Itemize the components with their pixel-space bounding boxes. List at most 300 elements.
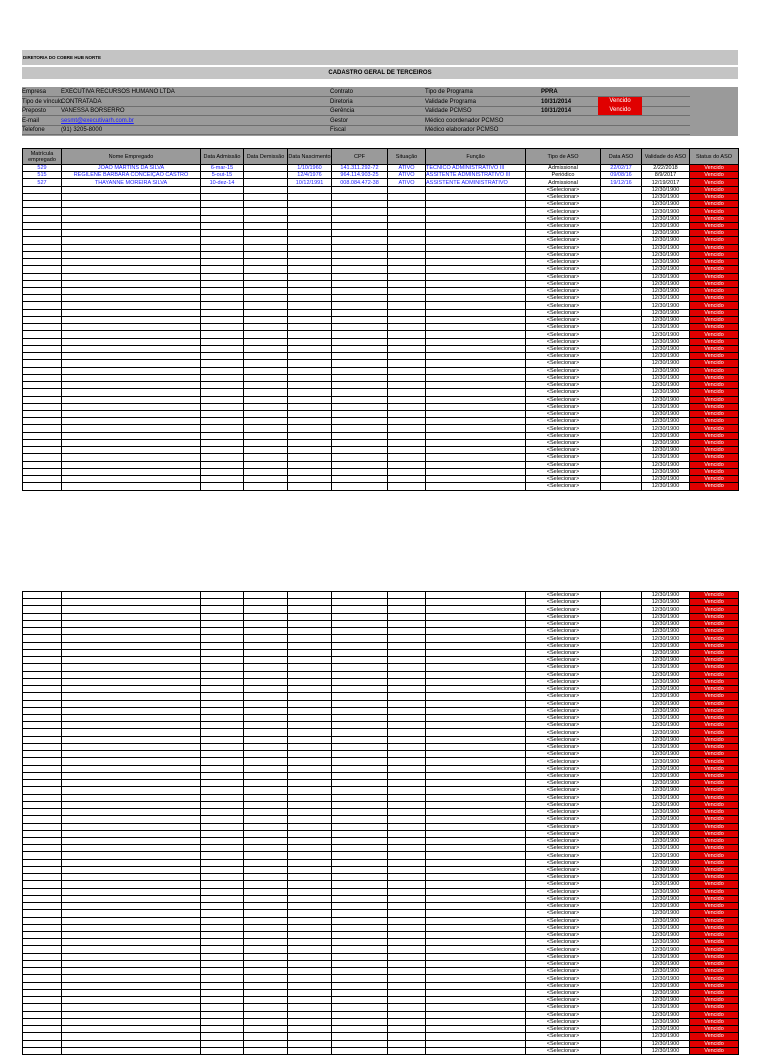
table-row xyxy=(23,454,739,461)
table-cell xyxy=(288,439,332,446)
table-cell: TECNICO ADMINISTRATIVO III xyxy=(426,165,526,172)
table-cell xyxy=(201,801,244,808)
table-cell xyxy=(288,932,332,939)
aso-type-select[interactable]: <Selecionar> xyxy=(526,780,601,787)
status-badge: Vencido xyxy=(690,316,739,323)
table-cell xyxy=(332,953,388,960)
table-cell xyxy=(288,968,332,975)
table-cell xyxy=(288,686,332,693)
aso-type-select[interactable]: <Selecionar> xyxy=(526,186,601,193)
aso-type-select[interactable]: <Selecionar> xyxy=(526,295,601,302)
email-link[interactable]: sesmt@executivarh.com.br xyxy=(61,117,134,124)
table-cell xyxy=(23,237,62,244)
table-cell xyxy=(601,888,642,895)
table-cell xyxy=(601,722,642,729)
table-cell xyxy=(601,736,642,743)
aso-type-select[interactable]: <Selecionar> xyxy=(526,476,601,483)
aso-type-select[interactable]: <Selecionar> xyxy=(526,309,601,316)
aso-type-select[interactable]: <Selecionar> xyxy=(526,620,601,627)
table-cell xyxy=(601,953,642,960)
aso-type-select[interactable]: <Selecionar> xyxy=(526,208,601,215)
aso-type-select[interactable]: <Selecionar> xyxy=(526,251,601,258)
aso-type-select[interactable]: <Selecionar> xyxy=(526,483,601,490)
table-cell xyxy=(62,331,201,338)
table-cell xyxy=(332,186,388,193)
aso-type-select[interactable]: <Selecionar> xyxy=(526,1047,601,1054)
table-cell xyxy=(201,251,244,258)
aso-type-select[interactable]: <Selecionar> xyxy=(526,367,601,374)
table-cell xyxy=(601,946,642,953)
table-row xyxy=(23,953,739,960)
aso-type-select[interactable]: <Selecionar> xyxy=(526,866,601,873)
aso-type-select[interactable]: <Selecionar> xyxy=(526,403,601,410)
aso-type-select[interactable]: <Selecionar> xyxy=(526,1018,601,1025)
aso-type-select[interactable]: <Selecionar> xyxy=(526,599,601,606)
status-badge: Vencido xyxy=(690,678,739,685)
aso-type-select[interactable]: <Selecionar> xyxy=(526,982,601,989)
status-badge: Vencido xyxy=(690,859,739,866)
table-cell xyxy=(201,960,244,967)
aso-type-select[interactable]: <Selecionar> xyxy=(526,1033,601,1040)
table-row xyxy=(23,910,739,917)
aso-type-select[interactable]: <Selecionar> xyxy=(526,910,601,917)
aso-type-select[interactable]: <Selecionar> xyxy=(526,461,601,468)
table-cell xyxy=(426,765,526,772)
aso-type-select[interactable]: <Selecionar> xyxy=(526,714,601,721)
table-cell xyxy=(332,917,388,924)
aso-type-select[interactable]: <Selecionar> xyxy=(526,396,601,403)
table-cell xyxy=(62,758,201,765)
table-cell xyxy=(201,382,244,389)
aso-type-select[interactable]: <Selecionar> xyxy=(526,382,601,389)
table-cell xyxy=(244,743,288,750)
table-cell xyxy=(62,881,201,888)
table-cell xyxy=(23,201,62,208)
table-cell xyxy=(388,186,426,193)
aso-type-select[interactable]: <Selecionar> xyxy=(526,259,601,266)
table-cell xyxy=(426,932,526,939)
aso-type-select[interactable]: <Selecionar> xyxy=(526,678,601,685)
table-cell xyxy=(288,866,332,873)
table-cell: 12/30/1900 xyxy=(642,700,690,707)
table-cell xyxy=(332,461,388,468)
aso-type-select[interactable]: <Selecionar> xyxy=(526,613,601,620)
status-badge: Vencido xyxy=(690,454,739,461)
aso-type-select[interactable]: <Selecionar> xyxy=(526,809,601,816)
table-cell xyxy=(62,693,201,700)
table-cell: ATIVO xyxy=(388,165,426,172)
table-cell xyxy=(426,1011,526,1018)
table-row xyxy=(23,599,739,606)
table-cell xyxy=(23,266,62,273)
info-label-2: Contrato xyxy=(330,89,354,95)
status-badge: Vencido xyxy=(690,468,739,475)
table-cell xyxy=(62,982,201,989)
table-cell xyxy=(244,780,288,787)
aso-type-select[interactable]: <Selecionar> xyxy=(526,686,601,693)
table-cell xyxy=(23,989,62,996)
table-cell xyxy=(426,953,526,960)
aso-type-select[interactable]: <Selecionar> xyxy=(526,628,601,635)
aso-type-select[interactable]: <Selecionar> xyxy=(526,237,601,244)
table-cell xyxy=(426,222,526,229)
status-badge: Vencido xyxy=(690,389,739,396)
table-cell xyxy=(426,837,526,844)
table-cell xyxy=(426,642,526,649)
table-row xyxy=(23,975,739,982)
aso-type-select[interactable]: <Selecionar> xyxy=(526,606,601,613)
aso-type-select[interactable]: <Selecionar> xyxy=(526,266,601,273)
table-cell xyxy=(388,244,426,251)
status-badge: Vencido xyxy=(690,382,739,389)
aso-type-select[interactable]: <Selecionar> xyxy=(526,816,601,823)
table-cell xyxy=(201,186,244,193)
table-cell xyxy=(332,360,388,367)
aso-type-select[interactable]: <Selecionar> xyxy=(526,664,601,671)
aso-type-select[interactable]: <Selecionar> xyxy=(526,1004,601,1011)
table-cell xyxy=(201,743,244,750)
table-cell xyxy=(62,787,201,794)
table-cell xyxy=(244,331,288,338)
aso-type-select[interactable]: <Selecionar> xyxy=(526,338,601,345)
table-cell xyxy=(244,664,288,671)
table-cell xyxy=(62,975,201,982)
status-badge: Vencido xyxy=(690,273,739,280)
table-cell xyxy=(426,1004,526,1011)
table-cell xyxy=(601,780,642,787)
aso-type-select[interactable]: <Selecionar> xyxy=(526,751,601,758)
table-cell: 12/30/1900 xyxy=(642,208,690,215)
table-row xyxy=(23,316,739,323)
aso-type-select[interactable]: <Selecionar> xyxy=(526,722,601,729)
aso-type-select[interactable]: <Selecionar> xyxy=(526,700,601,707)
table-cell xyxy=(201,910,244,917)
aso-type-select[interactable]: <Selecionar> xyxy=(526,592,601,599)
status-badge: Vencido xyxy=(690,649,739,656)
aso-type-select[interactable]: <Selecionar> xyxy=(526,287,601,294)
table-cell xyxy=(288,910,332,917)
aso-type-select[interactable]: <Selecionar> xyxy=(526,953,601,960)
aso-type-select[interactable]: <Selecionar> xyxy=(526,874,601,881)
table-cell xyxy=(23,345,62,352)
aso-type-select[interactable]: <Selecionar> xyxy=(526,425,601,432)
table-cell xyxy=(201,403,244,410)
aso-type-select[interactable]: <Selecionar> xyxy=(526,859,601,866)
aso-type-select[interactable]: <Selecionar> xyxy=(526,273,601,280)
table-cell xyxy=(388,787,426,794)
table-cell xyxy=(288,859,332,866)
aso-type-select[interactable]: <Selecionar> xyxy=(526,280,601,287)
aso-type-select[interactable]: <Selecionar> xyxy=(526,997,601,1004)
table-cell xyxy=(332,989,388,996)
table-cell xyxy=(244,903,288,910)
aso-type-select[interactable]: <Selecionar> xyxy=(526,671,601,678)
aso-type-select[interactable]: <Selecionar> xyxy=(526,968,601,975)
table-cell: 12/30/1900 xyxy=(642,657,690,664)
table-cell xyxy=(244,960,288,967)
table-cell xyxy=(201,193,244,200)
table-cell xyxy=(288,613,332,620)
table-cell xyxy=(288,1047,332,1054)
aso-type-select[interactable]: <Selecionar> xyxy=(526,418,601,425)
aso-type-select[interactable]: <Selecionar> xyxy=(526,447,601,454)
aso-type-select[interactable]: <Selecionar> xyxy=(526,794,601,801)
aso-type-select[interactable]: <Selecionar> xyxy=(526,1011,601,1018)
table-cell xyxy=(23,939,62,946)
table-cell xyxy=(332,729,388,736)
aso-type-select[interactable]: <Selecionar> xyxy=(526,1040,601,1047)
aso-type-select[interactable]: <Selecionar> xyxy=(526,1026,601,1033)
column-header: Matrícula empregado xyxy=(23,149,62,165)
aso-type-select[interactable]: <Selecionar> xyxy=(526,649,601,656)
table-row xyxy=(23,251,739,258)
table-cell xyxy=(244,476,288,483)
table-cell xyxy=(388,360,426,367)
table-cell xyxy=(23,809,62,816)
table-cell xyxy=(23,193,62,200)
table-cell xyxy=(201,454,244,461)
table-cell xyxy=(62,866,201,873)
aso-type-select[interactable]: <Selecionar> xyxy=(526,468,601,475)
table-cell: 12/30/1900 xyxy=(642,374,690,381)
table-cell xyxy=(426,997,526,1004)
aso-type-select[interactable]: <Selecionar> xyxy=(526,765,601,772)
table-cell xyxy=(244,483,288,490)
table-row xyxy=(23,266,739,273)
aso-type-select[interactable]: <Selecionar> xyxy=(526,743,601,750)
table-cell xyxy=(332,910,388,917)
table-cell xyxy=(332,302,388,309)
table-cell xyxy=(201,295,244,302)
table-cell xyxy=(601,671,642,678)
aso-type-select[interactable]: <Selecionar> xyxy=(526,903,601,910)
aso-type-select[interactable]: <Selecionar> xyxy=(526,389,601,396)
aso-type-select[interactable]: <Selecionar> xyxy=(526,642,601,649)
table-cell xyxy=(244,823,288,830)
aso-type-select[interactable]: <Selecionar> xyxy=(526,707,601,714)
table-cell xyxy=(244,360,288,367)
aso-type-select[interactable]: <Selecionar> xyxy=(526,244,601,251)
aso-type-select[interactable]: <Selecionar> xyxy=(526,230,601,237)
table-cell xyxy=(426,700,526,707)
aso-type-select[interactable]: <Selecionar> xyxy=(526,454,601,461)
table-cell xyxy=(23,932,62,939)
aso-type-select[interactable]: <Selecionar> xyxy=(526,331,601,338)
table-cell xyxy=(244,910,288,917)
aso-type-select[interactable]: <Selecionar> xyxy=(526,439,601,446)
table-cell xyxy=(426,389,526,396)
table-cell xyxy=(332,664,388,671)
table-cell xyxy=(388,823,426,830)
aso-type-select[interactable]: <Selecionar> xyxy=(526,989,601,996)
aso-type-select[interactable]: <Selecionar> xyxy=(526,316,601,323)
aso-type-select[interactable]: <Selecionar> xyxy=(526,410,601,417)
table-cell xyxy=(601,635,642,642)
aso-type-select[interactable]: <Selecionar> xyxy=(526,772,601,779)
aso-type-select[interactable]: <Selecionar> xyxy=(526,888,601,895)
table-cell xyxy=(388,751,426,758)
aso-type-select[interactable]: <Selecionar> xyxy=(526,975,601,982)
table-row xyxy=(23,259,739,266)
table-cell xyxy=(288,888,332,895)
table-cell xyxy=(601,259,642,266)
table-row xyxy=(23,338,739,345)
table-cell xyxy=(201,917,244,924)
table-cell xyxy=(23,997,62,1004)
table-cell xyxy=(23,280,62,287)
table-cell xyxy=(601,410,642,417)
status-badge: Vencido xyxy=(690,780,739,787)
table-cell xyxy=(288,201,332,208)
table-cell: 12/30/1900 xyxy=(642,649,690,656)
table-cell: 1/10/1960 xyxy=(288,165,332,172)
table-cell xyxy=(388,859,426,866)
table-cell: 12/30/1900 xyxy=(642,895,690,902)
aso-type-select[interactable]: <Selecionar> xyxy=(526,353,601,360)
aso-type-select[interactable]: <Selecionar> xyxy=(526,830,601,837)
table-row xyxy=(23,432,739,439)
table-cell xyxy=(244,635,288,642)
table-cell xyxy=(388,266,426,273)
aso-type-select[interactable]: <Selecionar> xyxy=(526,193,601,200)
aso-type-select[interactable]: <Selecionar> xyxy=(526,852,601,859)
table-row xyxy=(23,287,739,294)
table-cell xyxy=(426,432,526,439)
table-cell xyxy=(288,1033,332,1040)
table-cell xyxy=(201,997,244,1004)
aso-type-select[interactable]: <Selecionar> xyxy=(526,823,601,830)
status-badge: Vencido xyxy=(690,751,739,758)
aso-type-select[interactable]: <Selecionar> xyxy=(526,345,601,352)
table-cell xyxy=(23,606,62,613)
aso-type-select[interactable]: <Selecionar> xyxy=(526,222,601,229)
status-badge: Vencido xyxy=(690,664,739,671)
table-cell: 12/30/1900 xyxy=(642,345,690,352)
table-cell xyxy=(426,273,526,280)
aso-type-select[interactable]: <Selecionar> xyxy=(526,758,601,765)
table-cell xyxy=(601,924,642,931)
aso-type-select[interactable]: <Selecionar> xyxy=(526,201,601,208)
table-cell xyxy=(244,230,288,237)
table-cell xyxy=(62,859,201,866)
status-badge: Vencido xyxy=(690,924,739,931)
table-cell xyxy=(601,592,642,599)
table-row xyxy=(23,794,739,801)
status-badge: Vencido xyxy=(690,736,739,743)
table-cell xyxy=(244,700,288,707)
table-cell xyxy=(62,1018,201,1025)
aso-type-select[interactable]: <Selecionar> xyxy=(526,924,601,931)
aso-type-select[interactable]: <Selecionar> xyxy=(526,693,601,700)
status-badge: Vencido xyxy=(690,186,739,193)
table-cell xyxy=(62,910,201,917)
table-cell xyxy=(62,620,201,627)
table-cell xyxy=(201,476,244,483)
table-cell xyxy=(388,895,426,902)
aso-type-select[interactable]: <Selecionar> xyxy=(526,845,601,852)
aso-type-select[interactable]: <Selecionar> xyxy=(526,881,601,888)
table-cell xyxy=(62,946,201,953)
table-cell xyxy=(288,338,332,345)
aso-type-select[interactable]: <Selecionar> xyxy=(526,432,601,439)
table-cell xyxy=(388,389,426,396)
status-badge: Vencido xyxy=(690,309,739,316)
aso-type-select[interactable]: <Selecionar> xyxy=(526,374,601,381)
aso-type-select[interactable]: <Selecionar> xyxy=(526,215,601,222)
status-badge: Vencido xyxy=(690,852,739,859)
table-cell xyxy=(332,939,388,946)
table-cell xyxy=(62,454,201,461)
table-cell xyxy=(201,302,244,309)
table-cell xyxy=(62,237,201,244)
table-cell xyxy=(201,280,244,287)
table-cell xyxy=(23,461,62,468)
table-cell: 8/9/2017 xyxy=(642,172,690,179)
table-cell xyxy=(244,939,288,946)
table-cell xyxy=(244,736,288,743)
table-cell xyxy=(201,1004,244,1011)
aso-type-select[interactable]: <Selecionar> xyxy=(526,360,601,367)
table-cell xyxy=(244,620,288,627)
table-row xyxy=(23,852,739,859)
table-cell xyxy=(426,374,526,381)
table-cell xyxy=(62,736,201,743)
aso-type-select[interactable]: <Selecionar> xyxy=(526,787,601,794)
table-cell xyxy=(426,823,526,830)
table-row xyxy=(23,1047,739,1054)
table-cell xyxy=(601,903,642,910)
aso-type-select[interactable]: <Selecionar> xyxy=(526,946,601,953)
status-badge: Vencido xyxy=(690,823,739,830)
table-cell xyxy=(601,1018,642,1025)
table-cell xyxy=(601,266,642,273)
table-cell xyxy=(23,635,62,642)
table-cell xyxy=(332,671,388,678)
aso-type-select[interactable]: <Selecionar> xyxy=(526,657,601,664)
aso-type-select[interactable]: <Selecionar> xyxy=(526,939,601,946)
aso-type-select[interactable]: <Selecionar> xyxy=(526,635,601,642)
status-badge: Vencido xyxy=(690,671,739,678)
aso-type-select[interactable]: <Selecionar> xyxy=(526,324,601,331)
status-badge: Vencido xyxy=(690,201,739,208)
status-badge: Vencido xyxy=(690,758,739,765)
status-badge: Vencido xyxy=(690,816,739,823)
aso-type-select[interactable]: <Selecionar> xyxy=(526,960,601,967)
aso-type-select[interactable]: <Selecionar> xyxy=(526,801,601,808)
table-cell xyxy=(332,859,388,866)
table-cell xyxy=(426,939,526,946)
table-cell xyxy=(201,924,244,931)
aso-type-select[interactable]: <Selecionar> xyxy=(526,917,601,924)
table-cell xyxy=(201,657,244,664)
table-cell xyxy=(288,794,332,801)
aso-type-select[interactable]: <Selecionar> xyxy=(526,932,601,939)
table-cell xyxy=(601,237,642,244)
table-cell xyxy=(288,743,332,750)
table-cell: 12/30/1900 xyxy=(642,476,690,483)
aso-type-select[interactable]: <Selecionar> xyxy=(526,302,601,309)
table-cell: 12/4/1976 xyxy=(288,172,332,179)
aso-type-select[interactable]: <Selecionar> xyxy=(526,736,601,743)
table-cell xyxy=(332,874,388,881)
table-cell xyxy=(201,345,244,352)
aso-type-select[interactable]: <Selecionar> xyxy=(526,895,601,902)
aso-type-select[interactable]: <Selecionar> xyxy=(526,729,601,736)
status-badge: Vencido xyxy=(690,895,739,902)
aso-type-select[interactable]: <Selecionar> xyxy=(526,837,601,844)
status-badge: Vencido xyxy=(690,1033,739,1040)
table-cell xyxy=(62,251,201,258)
